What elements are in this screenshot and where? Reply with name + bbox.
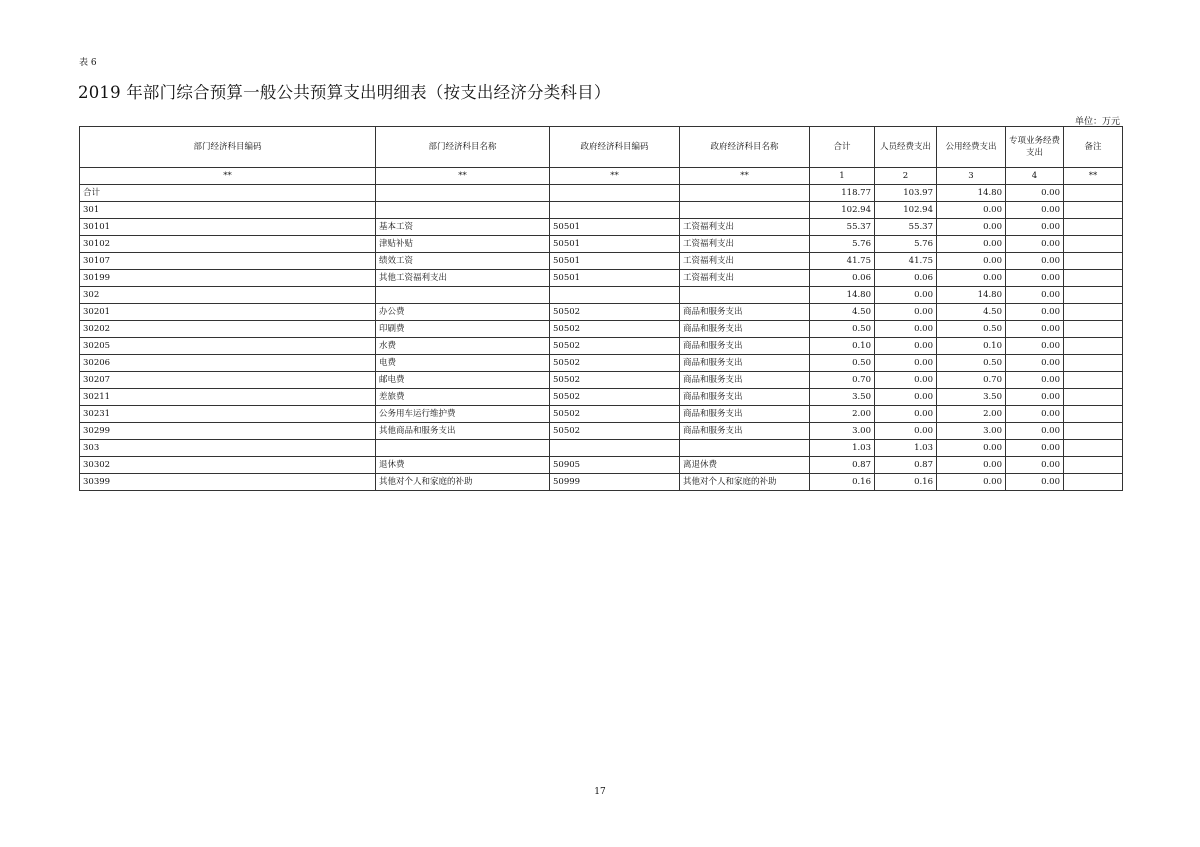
table-row (80, 457, 1123, 474)
cell-note (1064, 355, 1123, 372)
table-row (80, 304, 1123, 321)
table-number: 表 6 (79, 58, 97, 68)
cell-gov-name: 商品和服务支出 (680, 423, 810, 440)
cell-special: 0.00 (1006, 253, 1064, 270)
cell-special: 0.00 (1006, 474, 1064, 491)
cell-total: 5.76 (810, 236, 875, 253)
index-cell: 3 (937, 168, 1006, 185)
cell-total: 0.87 (810, 457, 875, 474)
cell-note (1064, 372, 1123, 389)
cell-total: 0.50 (810, 321, 875, 338)
cell-dept-code: 30206 (80, 355, 376, 372)
cell-dept-code: 30231 (80, 406, 376, 423)
cell-note (1064, 185, 1123, 202)
cell-special: 0.00 (1006, 389, 1064, 406)
cell-dept-name: 其他工资福利支出 (376, 270, 550, 287)
cell-gov-name: 工资福利支出 (680, 219, 810, 236)
cell-gov-code (550, 440, 680, 457)
table-row (80, 236, 1123, 253)
cell-dept-code: 30107 (80, 253, 376, 270)
cell-dept-name: 邮电费 (376, 372, 550, 389)
cell-public: 0.50 (937, 321, 1006, 338)
cell-special: 0.00 (1006, 355, 1064, 372)
page-title: 2019 年部门综合预算一般公共预算支出明细表（按支出经济分类科目） (78, 83, 611, 102)
cell-gov-code: 50502 (550, 372, 680, 389)
col-header-total: 合计 (810, 127, 875, 168)
cell-note (1064, 287, 1123, 304)
cell-gov-code: 50501 (550, 236, 680, 253)
cell-total: 102.94 (810, 202, 875, 219)
cell-dept-name: 基本工资 (376, 219, 550, 236)
cell-dept-code: 30205 (80, 338, 376, 355)
cell-special: 0.00 (1006, 236, 1064, 253)
cell-special: 0.00 (1006, 287, 1064, 304)
cell-note (1064, 270, 1123, 287)
cell-dept-code: 合计 (80, 185, 376, 202)
cell-dept-code: 30302 (80, 457, 376, 474)
cell-personnel: 0.87 (875, 457, 937, 474)
header-row (80, 127, 1123, 168)
index-cell: ** (1064, 168, 1123, 185)
cell-note (1064, 389, 1123, 406)
table-body (80, 185, 1123, 491)
cell-gov-name: 离退休费 (680, 457, 810, 474)
cell-total: 118.77 (810, 185, 875, 202)
cell-gov-code (550, 185, 680, 202)
index-cell: ** (550, 168, 680, 185)
cell-gov-name: 商品和服务支出 (680, 321, 810, 338)
cell-public: 0.00 (937, 253, 1006, 270)
cell-dept-name: 津贴补贴 (376, 236, 550, 253)
cell-dept-code: 30199 (80, 270, 376, 287)
cell-dept-code: 30399 (80, 474, 376, 491)
cell-special: 0.00 (1006, 202, 1064, 219)
cell-dept-name: 其他商品和服务支出 (376, 423, 550, 440)
cell-personnel: 102.94 (875, 202, 937, 219)
cell-public: 0.00 (937, 236, 1006, 253)
cell-public: 14.80 (937, 185, 1006, 202)
cell-gov-code (550, 202, 680, 219)
cell-special: 0.00 (1006, 440, 1064, 457)
cell-gov-name (680, 287, 810, 304)
cell-dept-name: 电费 (376, 355, 550, 372)
cell-dept-code: 30201 (80, 304, 376, 321)
cell-gov-code (550, 287, 680, 304)
page-number: 17 (594, 787, 606, 797)
cell-note (1064, 321, 1123, 338)
cell-gov-name: 其他对个人和家庭的补助 (680, 474, 810, 491)
cell-note (1064, 406, 1123, 423)
cell-gov-name (680, 202, 810, 219)
cell-personnel: 0.00 (875, 406, 937, 423)
cell-public: 0.00 (937, 474, 1006, 491)
table-row (80, 389, 1123, 406)
cell-gov-code: 50501 (550, 253, 680, 270)
cell-gov-code: 50502 (550, 338, 680, 355)
cell-personnel: 0.16 (875, 474, 937, 491)
table-row (80, 219, 1123, 236)
cell-total: 3.00 (810, 423, 875, 440)
cell-personnel: 0.06 (875, 270, 937, 287)
table-row (80, 202, 1123, 219)
table-row (80, 423, 1123, 440)
table-row (80, 372, 1123, 389)
cell-total: 0.16 (810, 474, 875, 491)
cell-note (1064, 423, 1123, 440)
cell-note (1064, 219, 1123, 236)
table-row (80, 253, 1123, 270)
cell-public: 0.70 (937, 372, 1006, 389)
cell-gov-code: 50999 (550, 474, 680, 491)
cell-dept-name: 印刷费 (376, 321, 550, 338)
cell-dept-name: 绩效工资 (376, 253, 550, 270)
index-cell: 2 (875, 168, 937, 185)
cell-personnel: 1.03 (875, 440, 937, 457)
cell-gov-name (680, 440, 810, 457)
cell-total: 41.75 (810, 253, 875, 270)
cell-public: 0.00 (937, 219, 1006, 236)
cell-dept-code: 30211 (80, 389, 376, 406)
cell-dept-name: 差旅费 (376, 389, 550, 406)
cell-gov-code: 50501 (550, 219, 680, 236)
cell-dept-name: 公务用车运行维护费 (376, 406, 550, 423)
cell-gov-code: 50502 (550, 355, 680, 372)
col-header-note: 备注 (1064, 127, 1123, 168)
budget-table (79, 126, 1123, 491)
cell-dept-name (376, 202, 550, 219)
cell-note (1064, 236, 1123, 253)
cell-personnel: 41.75 (875, 253, 937, 270)
cell-total: 0.10 (810, 338, 875, 355)
cell-note (1064, 202, 1123, 219)
unit-label: 单位：万元 (1074, 117, 1120, 127)
cell-total: 0.06 (810, 270, 875, 287)
index-cell: ** (376, 168, 550, 185)
cell-dept-name: 退休费 (376, 457, 550, 474)
index-cell: 4 (1006, 168, 1064, 185)
cell-dept-code: 303 (80, 440, 376, 457)
cell-dept-name (376, 185, 550, 202)
index-cell: ** (80, 168, 376, 185)
table-row (80, 355, 1123, 372)
cell-special: 0.00 (1006, 423, 1064, 440)
col-header-personnel: 人员经费支出 (875, 127, 937, 168)
col-header-gov-code: 政府经济科目编码 (550, 127, 680, 168)
cell-public: 0.10 (937, 338, 1006, 355)
cell-personnel: 5.76 (875, 236, 937, 253)
cell-total: 1.03 (810, 440, 875, 457)
cell-dept-code: 30299 (80, 423, 376, 440)
cell-public: 0.50 (937, 355, 1006, 372)
cell-total: 0.50 (810, 355, 875, 372)
cell-note (1064, 338, 1123, 355)
cell-public: 0.00 (937, 440, 1006, 457)
cell-special: 0.00 (1006, 372, 1064, 389)
cell-total: 4.50 (810, 304, 875, 321)
table-row (80, 406, 1123, 423)
col-header-gov-name: 政府经济科目名称 (680, 127, 810, 168)
cell-total: 3.50 (810, 389, 875, 406)
table-row (80, 270, 1123, 287)
cell-gov-code: 50502 (550, 406, 680, 423)
cell-public: 14.80 (937, 287, 1006, 304)
cell-dept-name (376, 287, 550, 304)
cell-gov-code: 50501 (550, 270, 680, 287)
cell-personnel: 0.00 (875, 304, 937, 321)
cell-gov-code: 50502 (550, 304, 680, 321)
cell-special: 0.00 (1006, 457, 1064, 474)
cell-special: 0.00 (1006, 338, 1064, 355)
index-cell: ** (680, 168, 810, 185)
cell-gov-code: 50502 (550, 423, 680, 440)
index-cell: 1 (810, 168, 875, 185)
cell-gov-code: 50502 (550, 321, 680, 338)
cell-special: 0.00 (1006, 185, 1064, 202)
cell-public: 0.00 (937, 270, 1006, 287)
table-row (80, 474, 1123, 491)
table-row (80, 321, 1123, 338)
cell-note (1064, 304, 1123, 321)
cell-dept-code: 30202 (80, 321, 376, 338)
table-row (80, 287, 1123, 304)
cell-personnel: 0.00 (875, 338, 937, 355)
cell-gov-code: 50905 (550, 457, 680, 474)
cell-dept-code: 30207 (80, 372, 376, 389)
col-header-special: 专项业务经费支出 (1006, 127, 1064, 168)
cell-public: 3.00 (937, 423, 1006, 440)
cell-public: 3.50 (937, 389, 1006, 406)
cell-gov-name: 商品和服务支出 (680, 372, 810, 389)
table-row (80, 185, 1123, 202)
cell-note (1064, 253, 1123, 270)
table-row (80, 440, 1123, 457)
cell-gov-code: 50502 (550, 389, 680, 406)
cell-personnel: 55.37 (875, 219, 937, 236)
col-header-public: 公用经费支出 (937, 127, 1006, 168)
cell-total: 55.37 (810, 219, 875, 236)
cell-note (1064, 457, 1123, 474)
cell-dept-name: 其他对个人和家庭的补助 (376, 474, 550, 491)
cell-public: 0.00 (937, 457, 1006, 474)
cell-personnel: 103.97 (875, 185, 937, 202)
col-header-dept-name: 部门经济科目名称 (376, 127, 550, 168)
cell-dept-name: 水费 (376, 338, 550, 355)
cell-personnel: 0.00 (875, 423, 937, 440)
cell-gov-name: 商品和服务支出 (680, 389, 810, 406)
cell-dept-code: 301 (80, 202, 376, 219)
cell-gov-name: 工资福利支出 (680, 253, 810, 270)
cell-special: 0.00 (1006, 219, 1064, 236)
cell-note (1064, 440, 1123, 457)
cell-gov-name: 商品和服务支出 (680, 338, 810, 355)
cell-special: 0.00 (1006, 270, 1064, 287)
cell-total: 2.00 (810, 406, 875, 423)
cell-gov-name (680, 185, 810, 202)
cell-dept-code: 30102 (80, 236, 376, 253)
index-row (80, 168, 1123, 185)
col-header-dept-code: 部门经济科目编码 (80, 127, 376, 168)
cell-gov-name: 商品和服务支出 (680, 304, 810, 321)
cell-gov-name: 工资福利支出 (680, 236, 810, 253)
cell-note (1064, 474, 1123, 491)
cell-total: 14.80 (810, 287, 875, 304)
table-row (80, 338, 1123, 355)
cell-personnel: 0.00 (875, 389, 937, 406)
cell-special: 0.00 (1006, 406, 1064, 423)
cell-public: 2.00 (937, 406, 1006, 423)
cell-total: 0.70 (810, 372, 875, 389)
cell-dept-name: 办公费 (376, 304, 550, 321)
cell-dept-code: 302 (80, 287, 376, 304)
cell-dept-name (376, 440, 550, 457)
cell-dept-code: 30101 (80, 219, 376, 236)
cell-gov-name: 商品和服务支出 (680, 355, 810, 372)
cell-personnel: 0.00 (875, 355, 937, 372)
cell-gov-name: 商品和服务支出 (680, 406, 810, 423)
cell-personnel: 0.00 (875, 287, 937, 304)
cell-personnel: 0.00 (875, 321, 937, 338)
cell-personnel: 0.00 (875, 372, 937, 389)
cell-special: 0.00 (1006, 304, 1064, 321)
cell-gov-name: 工资福利支出 (680, 270, 810, 287)
cell-public: 0.00 (937, 202, 1006, 219)
cell-public: 4.50 (937, 304, 1006, 321)
cell-special: 0.00 (1006, 321, 1064, 338)
